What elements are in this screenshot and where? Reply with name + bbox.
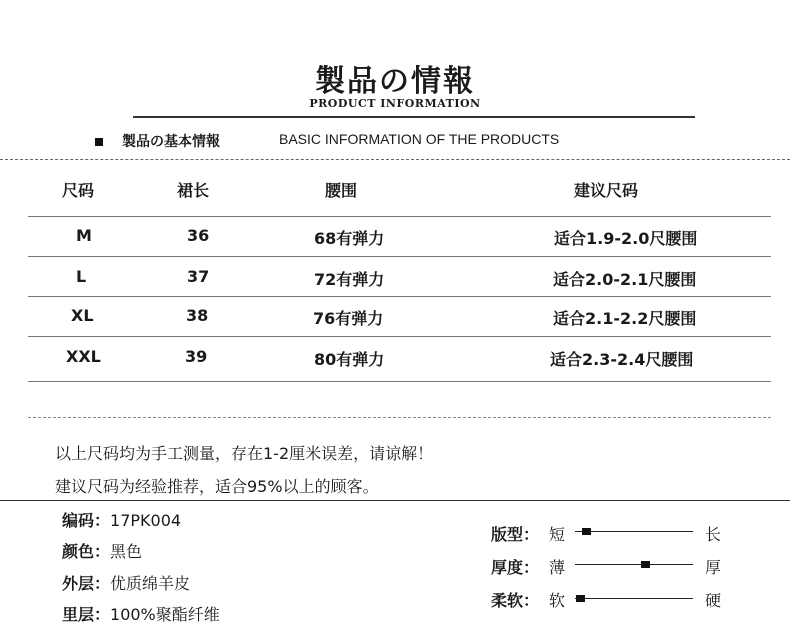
square-bullet-icon [95, 138, 103, 146]
detail-code: 编码：17PK004 [62, 511, 182, 530]
table-cell-length: 39 [185, 347, 208, 366]
title-divider [133, 116, 695, 118]
table-cell-waist: 76有弹力 [313, 309, 384, 328]
scale-fit-track [575, 531, 693, 532]
scale-thickness-max: 厚 [705, 558, 722, 577]
scale-softness-min: 软 [549, 591, 566, 610]
scale-softness-max: 硬 [705, 591, 722, 610]
scale-fit-max: 长 [705, 525, 722, 544]
scale-thickness-marker [641, 561, 650, 568]
column-header-waist: 腰围 [325, 181, 358, 200]
table-cell-recommend: 适合2.0-2.1尺腰围 [553, 270, 697, 289]
section-divider [0, 159, 790, 160]
table-cell-length: 38 [186, 306, 209, 325]
recommendation-note: 建议尺码为经验推荐，适合95%以上的顾客。 [55, 477, 379, 496]
scale-thickness-min: 薄 [549, 558, 566, 577]
details-divider [0, 500, 790, 501]
table-cell-size: L [76, 267, 87, 286]
table-cell-waist: 72有弹力 [314, 270, 385, 289]
table-cell-length: 37 [187, 267, 210, 286]
table-cell-recommend: 适合2.3-2.4尺腰围 [550, 350, 694, 369]
table-cell-size: XL [71, 306, 94, 325]
table-cell-size: M [76, 226, 92, 245]
scale-thickness-track [575, 564, 693, 565]
column-header-recommend: 建议尺码 [574, 181, 639, 200]
table-cell-waist: 68有弹力 [314, 229, 385, 248]
table-rule [28, 256, 771, 257]
table-cell-waist: 80有弹力 [314, 350, 385, 369]
table-rule [28, 336, 771, 337]
column-header-size: 尺码 [62, 181, 95, 200]
table-cell-recommend: 适合1.9-2.0尺腰围 [554, 229, 698, 248]
section-heading-cn: 製品の基本情報 [122, 134, 220, 150]
page-title: 製品の情報 [315, 64, 475, 99]
scale-fit-min: 短 [549, 525, 566, 544]
detail-color: 颜色：黑色 [62, 542, 143, 561]
scale-softness-label: 柔软： [491, 591, 540, 610]
detail-outer: 外层：优质绵羊皮 [62, 574, 191, 593]
table-cell-recommend: 适合2.1-2.2尺腰围 [553, 309, 697, 328]
table-cell-length: 36 [187, 226, 210, 245]
table-cell-size: XXL [66, 347, 101, 366]
table-rule [28, 381, 771, 382]
table-rule [28, 296, 771, 297]
scale-fit-marker [582, 528, 591, 535]
table-rule [28, 216, 771, 217]
scale-thickness-label: 厚度： [491, 558, 540, 577]
detail-lining: 里层：100%聚酯纤维 [62, 605, 220, 624]
scale-softness-marker [576, 595, 585, 602]
page-subtitle: PRODUCT INFORMATION [309, 97, 481, 110]
section-heading-en: BASIC INFORMATION OF THE PRODUCTS [279, 131, 560, 147]
column-header-length: 裙长 [177, 181, 210, 200]
measurement-note: 以上尺码均为手工测量，存在1-2厘米误差，请谅解！ [55, 444, 434, 463]
table-bottom-divider [28, 417, 771, 418]
scale-softness-track [575, 598, 693, 599]
scale-fit-label: 版型： [491, 525, 540, 544]
